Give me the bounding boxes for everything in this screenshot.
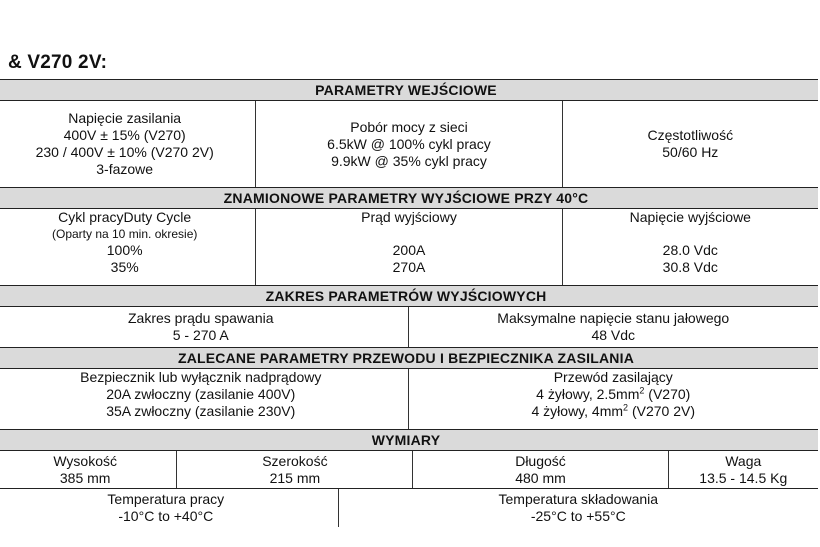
rated-output-header: ZNAMIONOWE PARAMETRY WYJŚCIOWE PRZY 40°C [0,187,818,209]
fuse-cell [0,369,409,429]
operating-temp-value: -10°C to +40°C [118,508,214,524]
output-range-header: ZAKRES PARAMETRÓW WYJŚCIOWYCH [0,285,818,307]
supply-voltage-line3: 3-fazowe [96,161,154,177]
cable-line1: 4 żyłowy, $2.5mm^2$ (V270) [536,385,691,402]
frequency-cell [563,101,818,187]
output-current-value-1: 200A [392,242,426,258]
length-value: 480 mm [515,469,566,486]
output-voltage-label: Napięcie wyjściowe [629,209,751,225]
ocv-label: Maksymalne napięcie stanu jałowego [497,310,730,326]
storage-temp-value: -25°C to +55°C [530,508,626,524]
height-cell [0,451,177,488]
weight-cell [669,451,818,488]
supply-voltage-line1: 400V ± 15% (V270) [63,127,186,143]
welding-current-value: 5 - 270 A [172,327,229,343]
supply-row [0,369,818,429]
fuse-line2: 35A zwłoczny (zasilanie 230V) [106,403,296,419]
width-label: Szerokość [262,452,328,469]
output-voltage-cell [563,209,818,285]
duty-cycle-cell [0,209,256,285]
ocv-value: 48 Vdc [591,327,636,343]
temperature-row [0,489,818,527]
supply-header: ZALECANE PARAMETRY PRZEWODU I BEZPIECZNIKA ZASILANIA [0,347,818,369]
ocv-cell [409,307,819,347]
duty-cycle-note: (Oparty na 10 min. okresie) [51,227,198,241]
input-parameters-header: PARAMETRY WEJŚCIOWE [0,79,818,101]
height-label: Wysokość [53,452,117,469]
rated-output-row [0,209,818,285]
supply-voltage-cell [0,101,256,187]
power-draw-cell [256,101,562,187]
width-cell [177,451,413,488]
power-draw-label: Pobór mocy z sieci [350,118,468,135]
width-value: 215 mm [269,469,321,486]
power-draw-line1: 6.5kW @ 100% cykl pracy [327,135,491,152]
operating-temp-cell [0,489,339,527]
duty-cycle-label: Cykl pracyDuty Cycle [58,209,192,225]
power-draw-line2: 9.9kW @ 35% cykl pracy [331,152,487,169]
frequency-value: 50/60 Hz [662,144,719,160]
spec-table [0,79,818,527]
height-value: 385 mm [59,469,111,486]
length-label: Długość [515,452,566,469]
output-voltage-value-1: 28.0 Vdc [662,242,718,258]
dimensions-header: WYMIARY [0,429,818,451]
duty-cycle-value-2: 35% [110,259,139,275]
weight-label: Waga [725,452,762,469]
fuse-line1: 20A zwłoczny (zasilanie 400V) [106,386,296,402]
dimensions-row [0,451,818,489]
length-cell [413,451,668,488]
operating-temp-label: Temperatura pracy [107,491,225,507]
duty-cycle-value-1: 100% [106,242,143,258]
cable-cell [409,369,819,429]
frequency-label: Częstotliwość [647,127,734,143]
fuse-label: Bezpiecznik lub wyłącznik nadprądowy [80,369,322,385]
output-current-label: Prąd wyjściowy [361,209,457,225]
weight-value: 13.5 - 14.5 Kg [699,469,788,486]
welding-current-cell [0,307,409,347]
output-voltage-value-2: 30.8 Vdc [662,259,718,275]
supply-voltage-line2: 230 / 400V ± 10% (V270 2V) [35,144,214,160]
welding-current-label: Zakres prądu spawania [127,310,274,326]
storage-temp-label: Temperatura składowania [498,491,659,507]
output-current-value-2: 270A [392,259,426,275]
output-current-cell [256,209,562,285]
output-range-row [0,307,818,347]
cable-label: Przewód zasilający [553,369,673,385]
supply-voltage-label: Napięcie zasilania [68,110,182,126]
storage-temp-cell [339,489,818,527]
page-title: & V270 2V: [8,52,108,73]
cable-line2: 4 żyłowy, $4mm^2$ (V270 2V) [531,402,695,419]
input-parameters-row [0,101,818,187]
